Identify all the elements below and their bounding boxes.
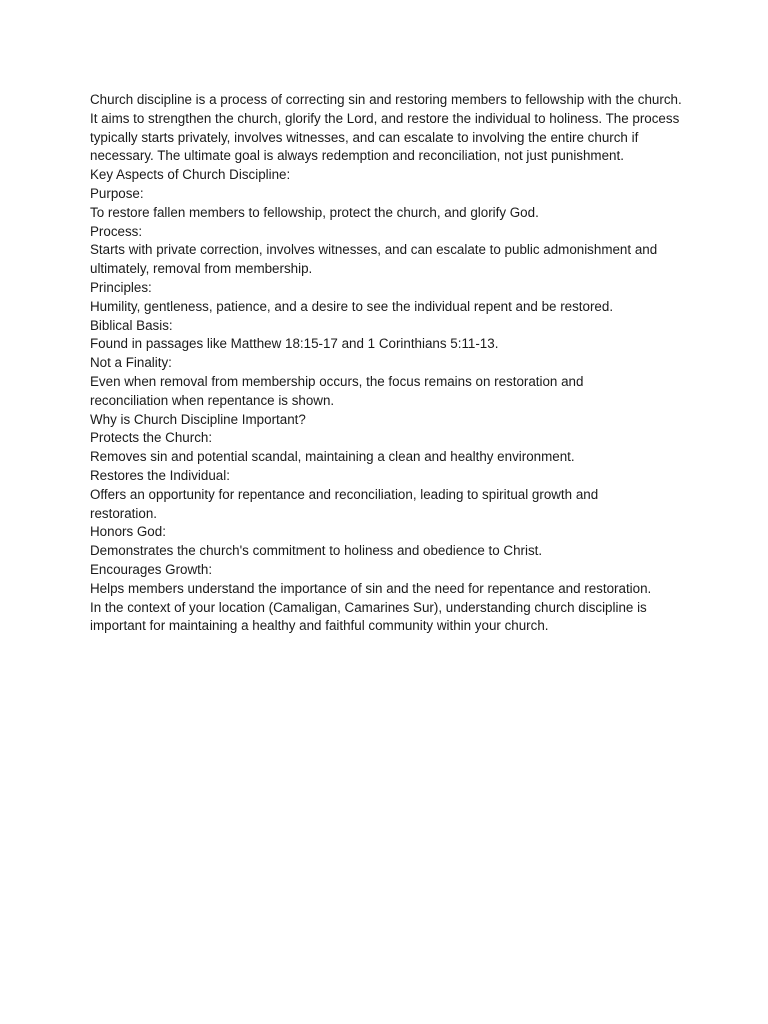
text-protects-church: Removes sin and potential scandal, maintaining a clean and healthy environment. <box>90 449 575 465</box>
section-heading-why-important: Why is Church Discipline Important? <box>90 411 306 427</box>
closing-paragraph: In the context of your location (Camaligan, Camarines Sur), understanding church discipline is important for maintaining a healthy and faithful community within your church. <box>90 599 647 634</box>
text-process: Starts with private correction, involves witnesses, and can escalate to public admonishment and ultimately, removal from membership. <box>90 242 658 277</box>
label-not-a-finality: Not a Finality: <box>90 355 172 371</box>
label-biblical-basis: Biblical Basis: <box>90 317 173 333</box>
label-principles: Principles: <box>90 279 152 295</box>
document-body <box>90 91 690 636</box>
text-not-a-finality: Even when removal from membership occurs, the focus remains on restoration and reconciliation when repentance is shown. <box>90 373 584 408</box>
label-purpose: Purpose: <box>90 185 144 201</box>
text-principles: Humility, gentleness, patience, and a desire to see the individual repent and be restored. <box>90 298 614 314</box>
section-heading-key-aspects: Key Aspects of Church Discipline: <box>90 167 291 183</box>
text-biblical-basis: Found in passages like Matthew 18:15-17 and 1 Corinthians 5:11-13. <box>90 336 499 352</box>
text-encourages-growth: Helps members understand the importance of sin and the need for repentance and restoration. <box>90 580 652 596</box>
text-honors-god: Demonstrates the church's commitment to holiness and obedience to Christ. <box>90 543 543 559</box>
label-protects-church: Protects the Church: <box>90 430 213 446</box>
intro-paragraph: Church discipline is a process of correcting sin and restoring members to fellowship with the church. It aims to strengthen the church, glorify the Lord, and restore the individual to holiness. The process typically starts privately, involves witnesses, and can escalate to involving the entire church if necessary. The ultimate goal is always redemption and reconciliation, not just punishment. <box>90 92 682 164</box>
text-restores-individual: Offers an opportunity for repentance and reconciliation, leading to spiritual growth and restoration. <box>90 486 599 521</box>
label-restores-individual: Restores the Individual: <box>90 467 230 483</box>
text-purpose: To restore fallen members to fellowship, protect the church, and glorify God. <box>90 204 539 220</box>
label-process: Process: <box>90 223 143 239</box>
label-honors-god: Honors God: <box>90 524 166 540</box>
label-encourages-growth: Encourages Growth: <box>90 561 213 577</box>
